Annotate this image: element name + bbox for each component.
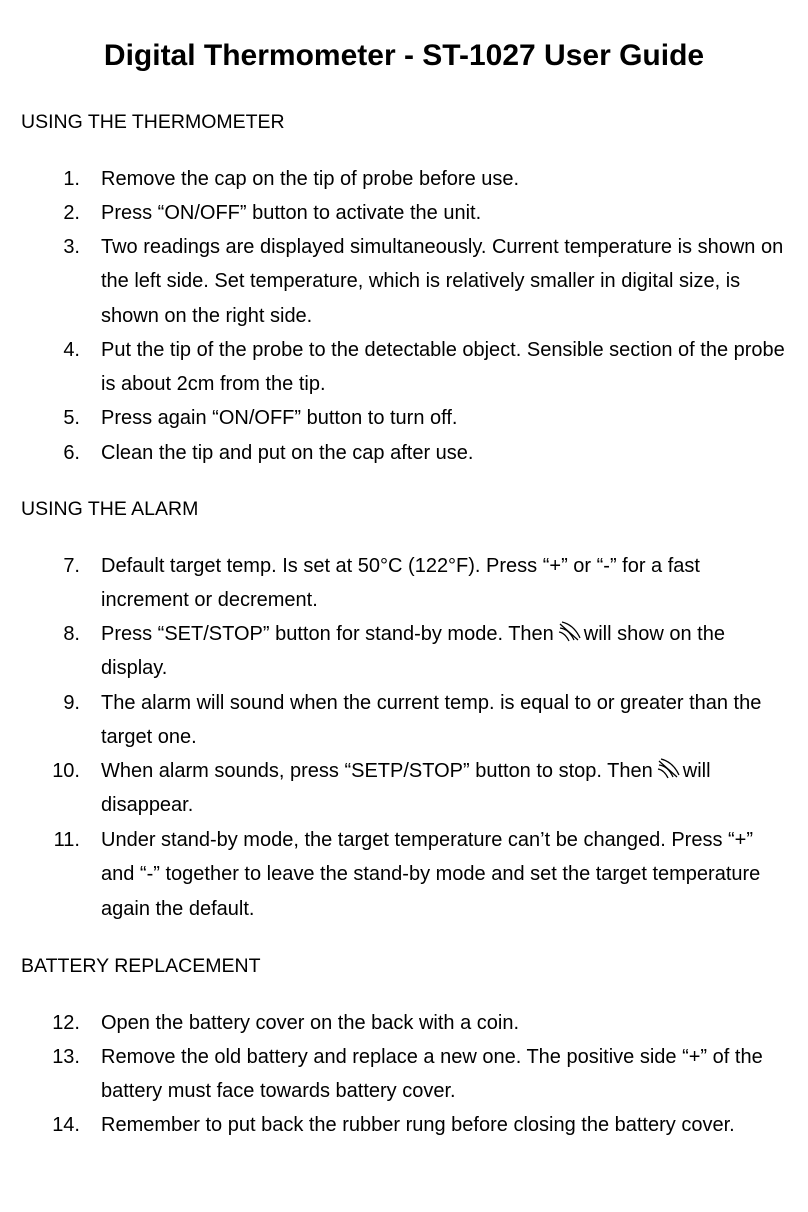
item-text-after-icon: will disappear. [101, 760, 711, 817]
item-text: The alarm will sound when the current temp. is equal to or greater than the target one. [101, 692, 762, 749]
item-number: 11. [53, 829, 80, 851]
item-number: 12. [52, 1012, 80, 1034]
item-number: 1. [63, 168, 80, 190]
item-number: 2. [63, 202, 80, 224]
item-text: Clean the tip and put on the cap after use. [101, 442, 474, 464]
item-text-before-icon: When alarm sounds, press “SETP/STOP” button to stop. Then [101, 760, 653, 782]
item-text: Under stand-by mode, the target temperature can’t be changed. Press “+” and “-” together to leave the stand-by mode and set the target temperature again the default. [101, 829, 761, 920]
item-number: 9. [63, 692, 80, 714]
item-number: 13. [52, 1046, 80, 1068]
item-number: 10. [52, 760, 80, 782]
item-number: 8. [63, 623, 80, 645]
item-number: 3. [63, 236, 80, 258]
item-text: Put the tip of the probe to the detectable object. Sensible section of the probe is about 2cm from the tip. [101, 339, 785, 396]
alarm-sound-icon [558, 621, 582, 643]
item-text [101, 617, 791, 686]
item-text: Press “ON/OFF” button to activate the unit. [101, 202, 482, 224]
item-text: Press again “ON/OFF” button to turn off. [101, 407, 458, 429]
item-text: Remember to put back the rubber rung before closing the battery cover. [101, 1114, 735, 1136]
page-title: Digital Thermometer - ST-1027 User Guide [103, 39, 705, 72]
section-heading-battery: BATTERY REPLACEMENT [21, 955, 261, 977]
item-text: Remove the cap on the tip of probe before use. [101, 168, 520, 190]
item-number: 5. [63, 407, 80, 429]
item-text-before-icon: Press “SET/STOP” button for stand-by mode. Then [101, 623, 554, 645]
item-text: Open the battery cover on the back with a coin. [101, 1012, 520, 1034]
item-number: 7. [63, 555, 80, 577]
item-number: 14. [52, 1114, 80, 1136]
item-text: Two readings are displayed simultaneously. Current temperature is shown on the left side. Set temperature, which is relatively smaller in digital size, is shown on the right side. [101, 236, 784, 327]
item-text-after-icon: will show on the display. [101, 623, 725, 680]
section-heading-alarm: USING THE ALARM [21, 498, 199, 520]
section-heading-thermometer: USING THE THERMOMETER [21, 111, 285, 133]
item-text: Default target temp. Is set at 50°C (122°F). Press “+” or “-” for a fast increment or decrement. [101, 555, 700, 612]
item-number: 4. [63, 339, 80, 361]
item-text: Remove the old battery and replace a new one. The positive side “+” of the battery must face towards battery cover. [101, 1046, 763, 1103]
item-number: 6. [63, 442, 80, 464]
item-text [101, 754, 791, 823]
alarm-sound-icon [657, 758, 681, 780]
